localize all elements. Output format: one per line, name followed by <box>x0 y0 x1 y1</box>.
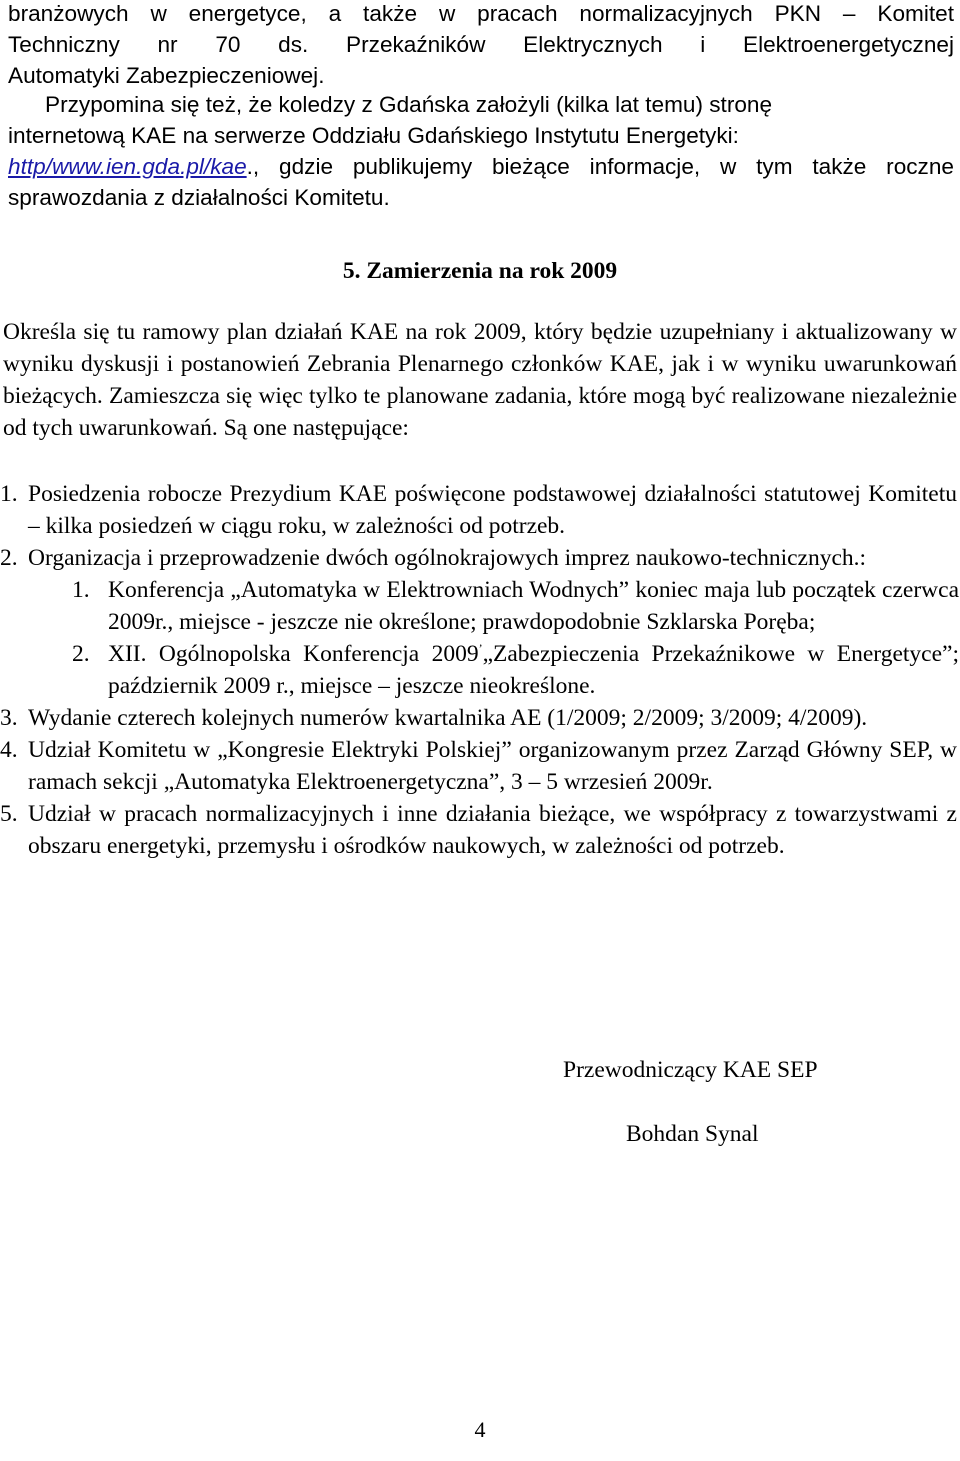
list-item-text: Udział w pracach normalizacyjnych i inne działania bieżące, we współpracy z towarzystwami z obszaru energetyki, przemysłu i ośrodków naukowych, w zależności od potrzeb. <box>28 801 957 859</box>
sub-item-number: 1. <box>72 577 90 603</box>
list-item <box>0 702 960 734</box>
section-heading: 5. Zamierzenia na rok 2009 <box>342 258 618 284</box>
list-item-number: 3. <box>0 705 18 731</box>
stray-mark: ’ <box>478 641 483 656</box>
sub-item-text-part: XII. Ogólnopolska Konferencja 2009 <box>108 641 479 667</box>
text-line-with-link <box>8 151 954 182</box>
list-item <box>0 798 960 862</box>
text-line: Automatyki Zabezpieczeniowej. <box>8 63 325 88</box>
list-item <box>0 734 960 798</box>
paragraph-website <box>8 89 954 213</box>
signature-name: Bohdan Synal <box>626 1121 759 1147</box>
text-line: ., gdzie publikujemy bieżące informacje, w tym także roczne <box>246 154 954 179</box>
signature-title: Przewodniczący KAE SEP <box>563 1057 818 1083</box>
text-line: Przypomina się też, że koledzy z Gdańska założyli (kilka lat temu) stronę <box>45 92 773 117</box>
list-item-text: Udział Komitetu w „Kongresie Elektryki Polskiej” organizowanym przez Zarząd Główny SEP, w ramach sekcji „Automatyka Elektroenergetyczna”, 3 – 5 wrzesień 2009r. <box>28 737 957 795</box>
text-line: internetową KAE na serwerze Oddziału Gdańskiego Instytutu Energetyki: <box>8 123 739 148</box>
task-list <box>0 478 960 862</box>
list-item-text: Wydanie czterech kolejnych numerów kwartalnika AE (1/2009; 2/2009; 3/2009; 4/2009). <box>28 705 868 731</box>
website-link[interactable]: http/www.ien.gda.pl/kae <box>8 154 247 179</box>
list-item-number: 2. <box>0 545 18 571</box>
list-item-number: 5. <box>0 801 18 827</box>
list-item-number: 1. <box>0 481 18 507</box>
sub-list-item <box>0 574 960 638</box>
list-item-number: 4. <box>0 737 18 763</box>
sub-list-item <box>0 638 960 702</box>
list-item <box>0 478 960 542</box>
text-line: sprawozdania z działalności Komitetu. <box>8 185 390 210</box>
sub-item-number: 2. <box>72 641 90 667</box>
sub-item-text-part: „Zabezpieczenia Przekaźnikowe w Energetyce”; październik 2009 r., miejsce – jeszcze nieokreślone. <box>108 641 959 699</box>
paragraph-pkn <box>8 0 954 91</box>
text-line: branżowych w energetyce, a także w pracach normalizacyjnych PKN – Komitet <box>8 1 954 26</box>
list-item-text: Posiedzenia robocze Prezydium KAE poświęcone podstawowej działalności statutowej Komitetu – kilka posiedzeń w ciągu roku, w zależności od potrzeb. <box>28 481 957 539</box>
sub-item-text: Konferencja „Automatyka w Elektrowniach Wodnych” koniec maja lub początek czerwca 2009r., miejsce - jeszcze nie określone; prawdopodobnie Szklarska Poręba; <box>108 577 959 635</box>
text-line: Techniczny nr 70 ds. Przekaźników Elektrycznych i Elektroenergetycznej <box>8 32 954 57</box>
list-item-text: Organizacja i przeprowadzenie dwóch ogólnokrajowych imprez naukowo-technicznych.: <box>28 545 867 571</box>
intro-paragraph: Określa się tu ramowy plan działań KAE na rok 2009, który będzie uzupełniany i aktualizowany w wyniku dyskusji i postanowień Zebrania Plenarnego członków KAE, jak i w wyniku uwarunkowań bieżących. Zamieszcza się więc tylko te planowane zadania, które mogą być realizowane niezależnie od tych uwarunkowań. Są one następujące: <box>3 319 957 441</box>
sub-item-text <box>108 638 959 702</box>
page-number: 4 <box>474 1417 486 1442</box>
list-item <box>0 542 960 574</box>
